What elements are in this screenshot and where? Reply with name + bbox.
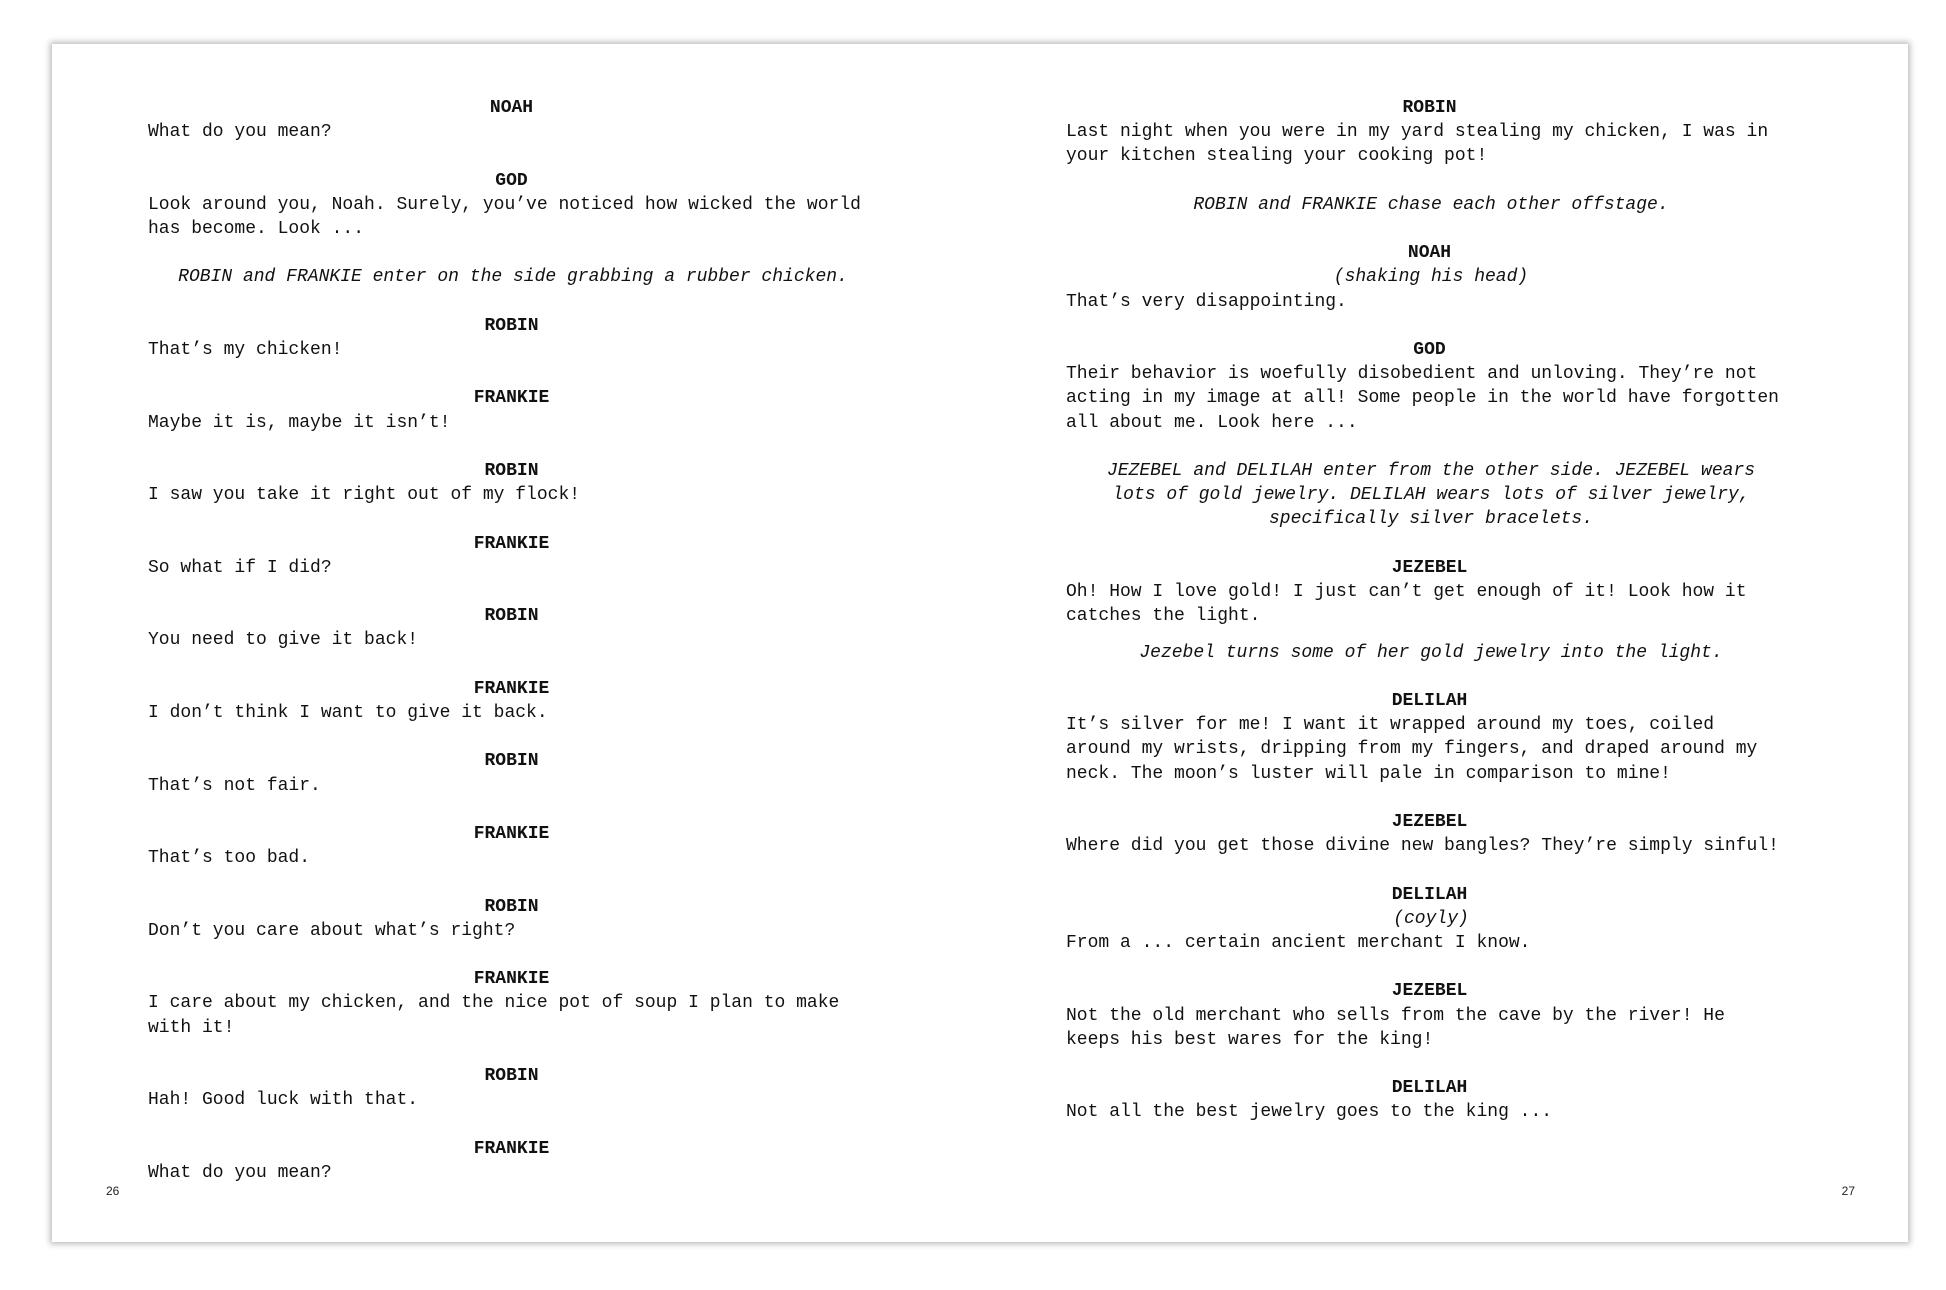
- dialogue-line: your kitchen stealing your cooking pot!: [1066, 146, 1488, 167]
- dialogue-block: [1066, 338, 1796, 435]
- character-name: JEZEBEL: [1391, 811, 1468, 832]
- page-number-left: 26: [106, 1184, 120, 1198]
- dialogue-line: Where did you get those divine new bangles? They’re simply sinful!: [1066, 836, 1779, 857]
- dialogue-line: Oh! How I love gold! I just can’t get enough of it! Look how it: [1066, 581, 1747, 602]
- dialogue-block: [1066, 810, 1796, 858]
- dialogue-line: around my wrists, dripping from my fingers, and draped around my: [1066, 739, 1758, 760]
- stage-direction-line: lots of gold jewelry. DELILAH wears lots of silver jewelry,: [1112, 485, 1750, 506]
- stage-direction: [1066, 459, 1796, 532]
- character-name: ROBIN: [484, 1065, 539, 1086]
- dialogue-block: [148, 459, 878, 507]
- character-name: FRANKIE: [473, 969, 550, 990]
- dialogue-line: catches the light.: [1066, 606, 1261, 627]
- script-column-right: [1066, 96, 1796, 1125]
- dialogue-block: [148, 749, 878, 797]
- dialogue-line: Maybe it is, maybe it isn’t!: [148, 412, 451, 433]
- dialogue-block: [148, 169, 878, 242]
- dialogue-line: That’s my chicken!: [148, 339, 343, 360]
- dialogue-line: acting in my image at all! Some people in the world have forgotten: [1066, 388, 1779, 409]
- stage-direction: [1066, 641, 1796, 665]
- stage-direction-line: ROBIN and FRANKIE enter on the side grabbing a rubber chicken.: [178, 267, 848, 288]
- character-name: ROBIN: [484, 315, 539, 336]
- dialogue-line: Not all the best jewelry goes to the king ...: [1066, 1102, 1553, 1123]
- dialogue-line: with it!: [148, 1017, 235, 1038]
- dialogue-block: [1066, 979, 1796, 1052]
- character-name: NOAH: [489, 98, 534, 118]
- script-column-left: [148, 96, 878, 1185]
- dialogue-line: I saw you take it right out of my flock!: [148, 485, 581, 506]
- dialogue-block: [148, 1137, 878, 1185]
- character-name: JEZEBEL: [1391, 557, 1468, 578]
- parenthetical: (coyly): [1393, 908, 1469, 929]
- dialogue-line: Last night when you were in my yard stealing my chicken, I was in: [1066, 122, 1769, 143]
- dialogue-block: [148, 895, 878, 943]
- stage-direction: [1066, 193, 1796, 217]
- dialogue-block: [148, 386, 878, 434]
- dialogue-block: [1066, 1076, 1796, 1124]
- left-page: [52, 44, 980, 1242]
- character-name: JEZEBEL: [1391, 981, 1468, 1002]
- page-number-right: 27: [1841, 1184, 1855, 1198]
- dialogue-block: [1066, 241, 1796, 314]
- stage-direction: [148, 265, 878, 289]
- dialogue-block: [148, 96, 878, 144]
- dialogue-block: [148, 604, 878, 652]
- character-name: ROBIN: [484, 751, 539, 772]
- dialogue-line: Look around you, Noah. Surely, you’ve noticed how wicked the world: [148, 194, 861, 215]
- character-name: ROBIN: [484, 460, 539, 481]
- book-spread: [52, 44, 1908, 1242]
- character-name: ROBIN: [484, 606, 539, 627]
- dialogue-block: [1066, 556, 1796, 629]
- dialogue-line: That’s very disappointing.: [1066, 291, 1347, 312]
- dialogue-line: Hah! Good luck with that.: [148, 1090, 419, 1111]
- dialogue-line: Not the old merchant who sells from the cave by the river! He: [1066, 1005, 1725, 1026]
- character-name: FRANKIE: [473, 388, 550, 409]
- dialogue-line: So what if I did?: [148, 557, 332, 578]
- dialogue-block: [1066, 689, 1796, 786]
- dialogue-line: What do you mean?: [148, 1162, 332, 1183]
- character-name: FRANKIE: [473, 678, 550, 699]
- dialogue-line: keeps his best wares for the king!: [1066, 1029, 1434, 1050]
- dialogue-line: That’s too bad.: [148, 848, 311, 869]
- stage-direction-line: specifically silver bracelets.: [1268, 509, 1594, 530]
- character-name: DELILAH: [1391, 690, 1468, 711]
- dialogue-line: I don’t think I want to give it back.: [148, 702, 548, 723]
- character-name: GOD: [495, 170, 528, 191]
- character-name: FRANKIE: [473, 1138, 550, 1159]
- dialogue-block: [1066, 883, 1796, 956]
- dialogue-line: You need to give it back!: [148, 630, 419, 651]
- character-name: ROBIN: [1402, 98, 1457, 118]
- character-name: DELILAH: [1391, 884, 1468, 905]
- dialogue-line: all about me. Look here ...: [1066, 412, 1358, 433]
- character-name: GOD: [1413, 339, 1446, 360]
- character-name: ROBIN: [484, 896, 539, 917]
- character-name: NOAH: [1407, 243, 1452, 264]
- dialogue-line: What do you mean?: [148, 122, 332, 143]
- dialogue-line: It’s silver for me! I want it wrapped around my toes, coiled: [1066, 715, 1715, 736]
- dialogue-block: [148, 967, 878, 1040]
- dialogue-line: Don’t you care about what’s right?: [148, 920, 516, 941]
- stage-direction-line: Jezebel turns some of her gold jewelry into the light.: [1139, 642, 1723, 663]
- dialogue-block: [1066, 96, 1796, 169]
- character-name: DELILAH: [1391, 1078, 1468, 1099]
- parenthetical: (shaking his head): [1333, 267, 1529, 288]
- dialogue-block: [148, 314, 878, 362]
- dialogue-line: Their behavior is woefully disobedient and unloving. They’re not: [1066, 364, 1758, 385]
- dialogue-line: has become. Look ...: [148, 219, 365, 239]
- dialogue-line: From a ... certain ancient merchant I know.: [1066, 932, 1531, 953]
- dialogue-block: [148, 822, 878, 870]
- character-name: FRANKIE: [473, 823, 550, 844]
- right-page: [980, 44, 1908, 1242]
- dialogue-block: [148, 1064, 878, 1112]
- dialogue-block: [148, 677, 878, 725]
- dialogue-line: I care about my chicken, and the nice pot of soup I plan to make: [148, 993, 840, 1014]
- stage-direction-line: JEZEBEL and DELILAH enter from the other side. JEZEBEL wears: [1106, 460, 1756, 481]
- stage-direction-line: ROBIN and FRANKIE chase each other offstage.: [1193, 194, 1669, 215]
- dialogue-line: That’s not fair.: [148, 775, 321, 796]
- dialogue-line: neck. The moon’s luster will pale in comparison to mine!: [1066, 763, 1671, 784]
- character-name: FRANKIE: [473, 533, 550, 554]
- dialogue-block: [148, 532, 878, 580]
